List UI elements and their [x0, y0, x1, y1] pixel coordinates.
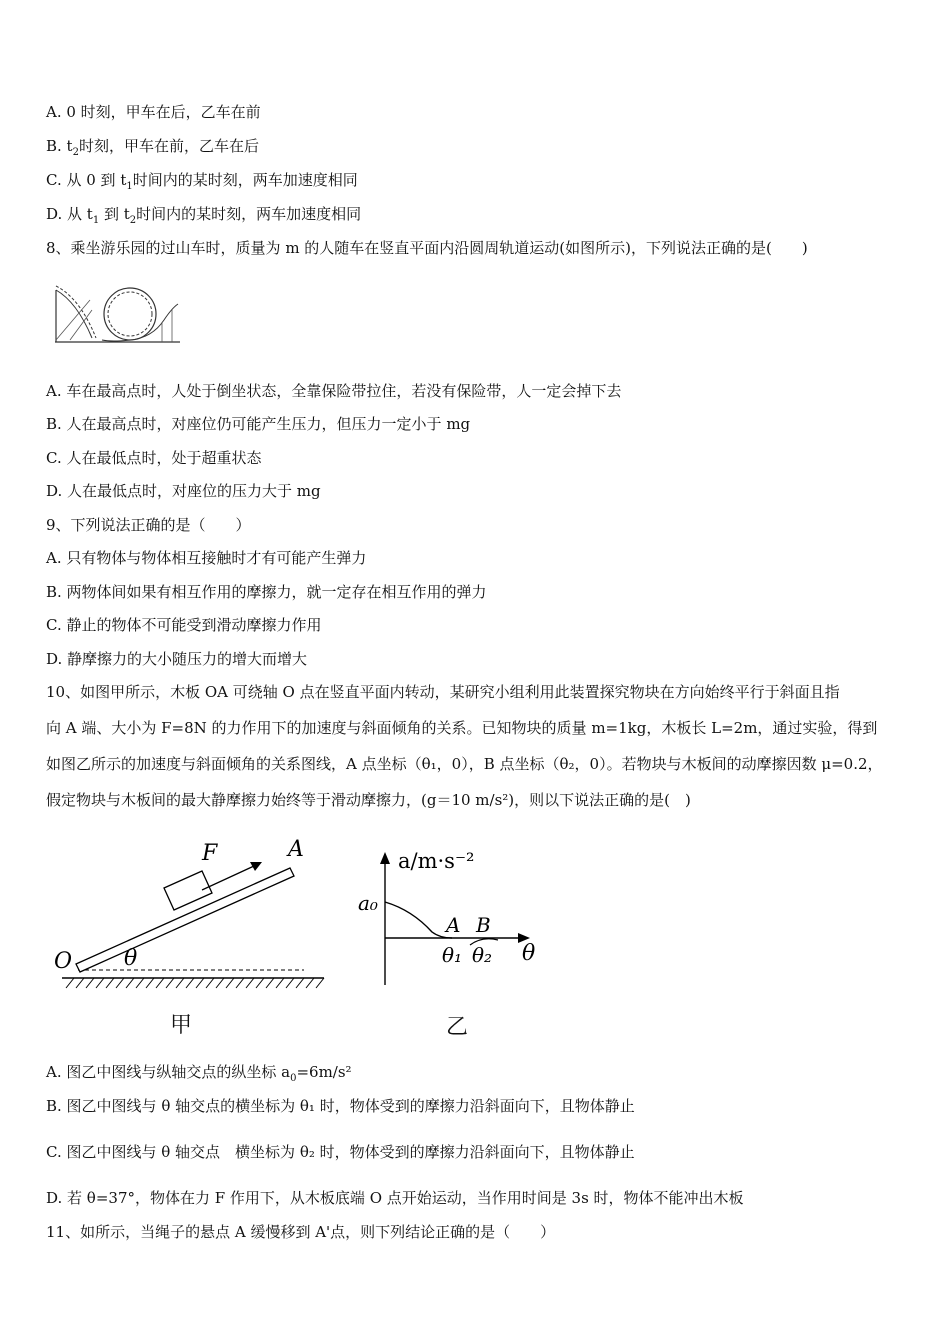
- q10-option-a: A. 图乙中图线与纵轴交点的纵坐标 $a_0=6m/s^2$: [46, 1063, 352, 1084]
- figure-caption-yi: 乙: [446, 1015, 469, 1040]
- y-axis-label: a/m·s⁻²: [398, 849, 475, 873]
- q8-option-c: C. 人在最低点时，处于超重状态: [46, 449, 262, 467]
- q8-option-b: B. 人在最高点时，对座位仍可能产生压力，但压力一定小于 mg: [46, 415, 471, 433]
- q8-option-d: D. 人在最低点时，对座位的压力大于 mg: [46, 482, 321, 500]
- q10-stem-line2: 向 A 端、大小为 F=8N 的力作用下的加速度与斜面倾角的关系。已知物块的质量 m=1kg，木板长 L=2m，通过实验，得到: [46, 719, 878, 737]
- q11-stem: 11、如所示，当绳子的悬点 A 缓慢移到 A'点，则下列结论正确的是（ ）: [46, 1223, 556, 1241]
- q10-stem-line4: 假定物块与木板间的最大静摩擦力始终等于滑动摩擦力，(g＝10 m/s²)，则以下说法正确的是( ): [46, 791, 691, 809]
- point-label-a: A: [446, 913, 461, 937]
- q10-option-d: D. 若 θ=37°，物体在力 F 作用下，从木板底端 O 点开始运动，当作用时间是 3s 时，物体不能冲出木板: [46, 1189, 744, 1207]
- intercept-label-a0: a₀: [358, 891, 378, 915]
- q9-stem: 9、下列说法正确的是（ ）: [46, 516, 251, 534]
- q7-option-c: C. 从 0 到 $t_1$时间内的某时刻，两车加速度相同: [46, 171, 358, 192]
- point-label-b: B: [476, 913, 491, 937]
- x-axis-label-theta: θ: [522, 941, 536, 966]
- tick-label-theta2: θ₂: [472, 943, 493, 967]
- q10-option-b: B. 图乙中图线与 θ 轴交点的横坐标为 θ₁ 时，物体受到的摩擦力沿斜面向下，且物体静止: [46, 1097, 635, 1115]
- angle-label-theta: θ: [124, 946, 138, 971]
- q8-stem: 8、乘坐游乐园的过山车时，质量为 m 的人随车在竖直平面内沿圆周轨道运动(如图所示)，下列说法正确的是( ): [46, 239, 808, 257]
- incline-board-figure: [52, 838, 332, 998]
- acceleration-angle-graph: [352, 840, 552, 990]
- q9-option-c: C. 静止的物体不可能受到滑动摩擦力作用: [46, 616, 322, 634]
- point-label-a: A: [288, 838, 304, 862]
- q10-stem-line3: 如图乙所示的加速度与斜面倾角的关系图线，A 点坐标（θ₁，0），B 点坐标（θ₂，0）。若物块与木板间的动摩擦因数 μ=0.2，: [46, 755, 883, 773]
- figure-caption-jia: 甲: [170, 1013, 193, 1038]
- tick-label-theta1: θ₁: [442, 943, 463, 967]
- point-label-o: O: [54, 949, 73, 974]
- q7-option-d: D. 从 $t_1$ 到 $t_2$时间内的某时刻，两车加速度相同: [46, 205, 362, 226]
- q9-option-b: B. 两物体间如果有相互作用的摩擦力，就一定存在相互作用的弹力: [46, 583, 487, 601]
- q9-option-d: D. 静摩擦力的大小随压力的增大而增大: [46, 650, 308, 668]
- q9-option-a: A. 只有物体与物体相互接触时才有可能产生弹力: [46, 549, 367, 567]
- q10-option-c: C. 图乙中图线与 θ 轴交点 横坐标为 θ₂ 时，物体受到的摩擦力沿斜面向下，且物体静止: [46, 1143, 635, 1161]
- force-label-f: F: [202, 841, 218, 866]
- q7-option-b: B. $t_2$时刻，甲车在前，乙车在后: [46, 137, 259, 158]
- q8-option-a: A. 车在最高点时，人处于倒坐状态，全靠保险带拉住，若没有保险带，人一定会掉下去: [46, 382, 622, 400]
- roller-coaster-figure: [52, 280, 182, 350]
- q7-option-a: A. 0 时刻，甲车在后，乙车在前: [46, 103, 261, 121]
- q10-stem-line1: 10、如图甲所示，木板 OA 可绕轴 O 点在竖直平面内转动，某研究小组利用此装置探究物块在方向始终平行于斜面且指: [46, 683, 840, 701]
